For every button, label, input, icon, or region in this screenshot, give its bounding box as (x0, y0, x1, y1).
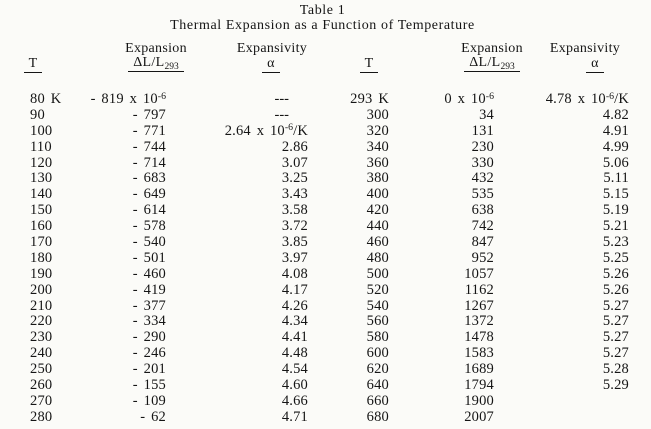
header-t-left-text: T (24, 57, 43, 73)
table-cell: 293 K (350, 91, 389, 107)
header-t-left (8, 57, 58, 73)
table-cell: 4.41 (281, 329, 308, 346)
table-cell: 500 (366, 265, 389, 282)
table-cell: - 649 (132, 186, 166, 203)
table-cell: - 377 (132, 297, 166, 314)
table-cell: 4.99 (602, 138, 629, 155)
table-cell: 4.71 (281, 408, 308, 425)
table-cell: 90 (30, 106, 45, 123)
table-cell: 130 (30, 170, 53, 187)
table-cell: 100 (30, 122, 53, 139)
table-cell: 5.11 (603, 170, 629, 187)
table-cell: 680 (366, 408, 389, 425)
table-cell: 4.78 x $10^{-6}/K$ (545, 90, 629, 107)
table-title: Table 1 (299, 3, 346, 18)
table-cell: 80 K (30, 91, 62, 107)
table-cell: - 419 (132, 281, 166, 298)
table-cell: 131 (471, 122, 494, 139)
table-cell: 120 (30, 154, 53, 171)
header-expansivity-right: Expansivity (549, 41, 621, 56)
header-t-right (344, 57, 394, 73)
table-cell: 1794 (464, 377, 494, 394)
table-cell: 160 (30, 218, 53, 235)
table-cell: 1057 (464, 265, 494, 282)
table-cell: 5.27 (602, 297, 629, 314)
table-cell: 440 (366, 218, 389, 235)
table-cell (494, 394, 629, 410)
header-expansion-symbol-left (96, 56, 216, 72)
table-cell: - 714 (132, 154, 166, 171)
table-cell: 3.58 (281, 202, 308, 219)
table-cell: 1267 (464, 297, 494, 314)
table-cell: 3.72 (281, 218, 308, 235)
table-cell: 640 (366, 377, 389, 394)
column-expansivity-right (494, 92, 629, 426)
table-cell: 250 (30, 361, 53, 378)
table-cell: 4.34 (281, 313, 308, 330)
table-cell: 330 (471, 154, 494, 171)
table-cell: - 62 (140, 408, 166, 425)
table-cell: 3.07 (281, 154, 308, 171)
table-cell: - 501 (132, 249, 166, 266)
table-cell: 4.82 (602, 106, 629, 123)
header-alpha-right (565, 57, 625, 73)
table-cell: 34 (479, 106, 494, 123)
table-cell: 320 (366, 122, 389, 139)
table-cell: --- (274, 91, 289, 107)
table-cell: 4.08 (281, 265, 308, 282)
table-cell: 5.06 (602, 154, 629, 171)
table-cell: 2.86 (281, 138, 308, 155)
table-cell: 580 (366, 329, 389, 346)
table-cell: 620 (366, 361, 389, 378)
table-cell: 3.85 (281, 234, 308, 251)
table-cell: 240 (30, 345, 53, 362)
table-cell: - 290 (132, 329, 166, 346)
table-cell: 1900 (464, 392, 494, 409)
table-cell: 3.97 (281, 249, 308, 266)
table-cell: - 614 (132, 202, 166, 219)
table-cell: 540 (366, 297, 389, 314)
table-cell: 0 x $10^{-6}$ (444, 90, 494, 107)
table-cell: 4.66 (281, 392, 308, 409)
table-cell: 230 (30, 329, 53, 346)
table-cell: 270 (30, 392, 53, 409)
table-cell: 5.21 (602, 218, 629, 235)
table-cell: 432 (471, 170, 494, 187)
table-cell: 4.26 (281, 297, 308, 314)
table-cell: 600 (366, 345, 389, 362)
table-cell: 5.23 (602, 234, 629, 251)
table-cell: 360 (366, 154, 389, 171)
header-expansion-symbol-right (432, 56, 552, 72)
table-cell: 1162 (464, 281, 494, 298)
header-expansion-left: Expansion (125, 41, 187, 56)
table-cell: 952 (471, 249, 494, 266)
table-cell: 5.28 (602, 361, 629, 378)
table-cell: 2007 (464, 408, 494, 425)
table-cell: 1583 (464, 345, 494, 362)
table-cell: - 578 (132, 218, 166, 235)
table-cell: - 744 (132, 138, 166, 155)
table-subtitle: Thermal Expansion as a Function of Temperature (170, 18, 475, 33)
table-cell: 1689 (464, 361, 494, 378)
table-cell: 4.54 (281, 361, 308, 378)
table-cell: 180 (30, 249, 53, 266)
table-cell: 520 (366, 281, 389, 298)
table-cell: 4.17 (281, 281, 308, 298)
table-cell: 200 (30, 281, 53, 298)
table-cell: 300 (366, 106, 389, 123)
table-cell: 140 (30, 186, 53, 203)
table-cell: 190 (30, 265, 53, 282)
table-cell: 210 (30, 297, 53, 314)
table-cell: 260 (30, 377, 53, 394)
table-cell: - 155 (132, 377, 166, 394)
table-cell: 4.48 (281, 345, 308, 362)
column-expansion-right (388, 92, 494, 426)
table-cell: - 683 (132, 170, 166, 187)
table-cell: - 460 (132, 265, 166, 282)
table-cell: 4.91 (602, 122, 629, 139)
table-cell: 2.64 x $10^{-6}/K$ (224, 122, 308, 139)
table-cell: 5.27 (602, 329, 629, 346)
table-cell: 535 (471, 186, 494, 203)
table-cell: 742 (471, 218, 494, 235)
column-expansion-left (70, 92, 166, 426)
table-cell: --- (274, 106, 289, 123)
table-cell: 280 (30, 408, 53, 425)
header-t-right-text: T (360, 57, 379, 73)
header-expansion-right: Expansion (461, 41, 523, 56)
table-cell: 1478 (464, 329, 494, 346)
table-cell: - 334 (132, 313, 166, 330)
table-cell: 1372 (464, 313, 494, 330)
table-cell: 230 (471, 138, 494, 155)
table-cell: 480 (366, 249, 389, 266)
table-cell: 460 (366, 234, 389, 251)
header-alpha-left-text: α (262, 57, 280, 73)
table-cell: 5.25 (602, 249, 629, 266)
table-cell: 170 (30, 234, 53, 251)
table-cell: - 246 (132, 345, 166, 362)
table-cell: 847 (471, 234, 494, 251)
table-cell: 5.27 (602, 345, 629, 362)
table-cell: 340 (366, 138, 389, 155)
table-cell: 400 (366, 186, 389, 203)
table-cell: 5.26 (602, 265, 629, 282)
table-cell: 150 (30, 202, 53, 219)
table-cell: 5.19 (602, 202, 629, 219)
header-expansion-symbol-left-text: $\Delta L/L_{293}$ (128, 56, 183, 72)
table-cell: 110 (30, 138, 52, 155)
column-expansivity-left (166, 92, 308, 426)
header-alpha-right-text: α (586, 57, 604, 73)
table-cell: 5.29 (602, 377, 629, 394)
table-cell: 560 (366, 313, 389, 330)
table-cell: - 540 (132, 234, 166, 251)
table-cell: 5.27 (602, 313, 629, 330)
table-cell: - 797 (132, 106, 166, 123)
header-expansivity-left: Expansivity (236, 41, 308, 56)
table-cell: - 771 (132, 122, 166, 139)
table-cell: 380 (366, 170, 389, 187)
table-cell: 660 (366, 392, 389, 409)
table-cell (494, 410, 629, 426)
table-cell: - 109 (132, 392, 166, 409)
table-cell: 5.26 (602, 281, 629, 298)
table-cell: 5.15 (602, 186, 629, 203)
table-cell: 420 (366, 202, 389, 219)
header-expansion-symbol-right-text: $\Delta L/L_{293}$ (464, 56, 519, 72)
table-cell: - 201 (132, 361, 166, 378)
table-cell: - 819 x $10^{-6}$ (90, 90, 166, 107)
table-cell: 3.43 (281, 186, 308, 203)
title-block (0, 3, 645, 33)
table-cell: 220 (30, 313, 53, 330)
column-temperature-right (339, 92, 389, 426)
table-cell: 638 (471, 202, 494, 219)
table-cell: 4.60 (281, 377, 308, 394)
header-alpha-left (241, 57, 301, 73)
table-cell: 3.25 (281, 170, 308, 187)
